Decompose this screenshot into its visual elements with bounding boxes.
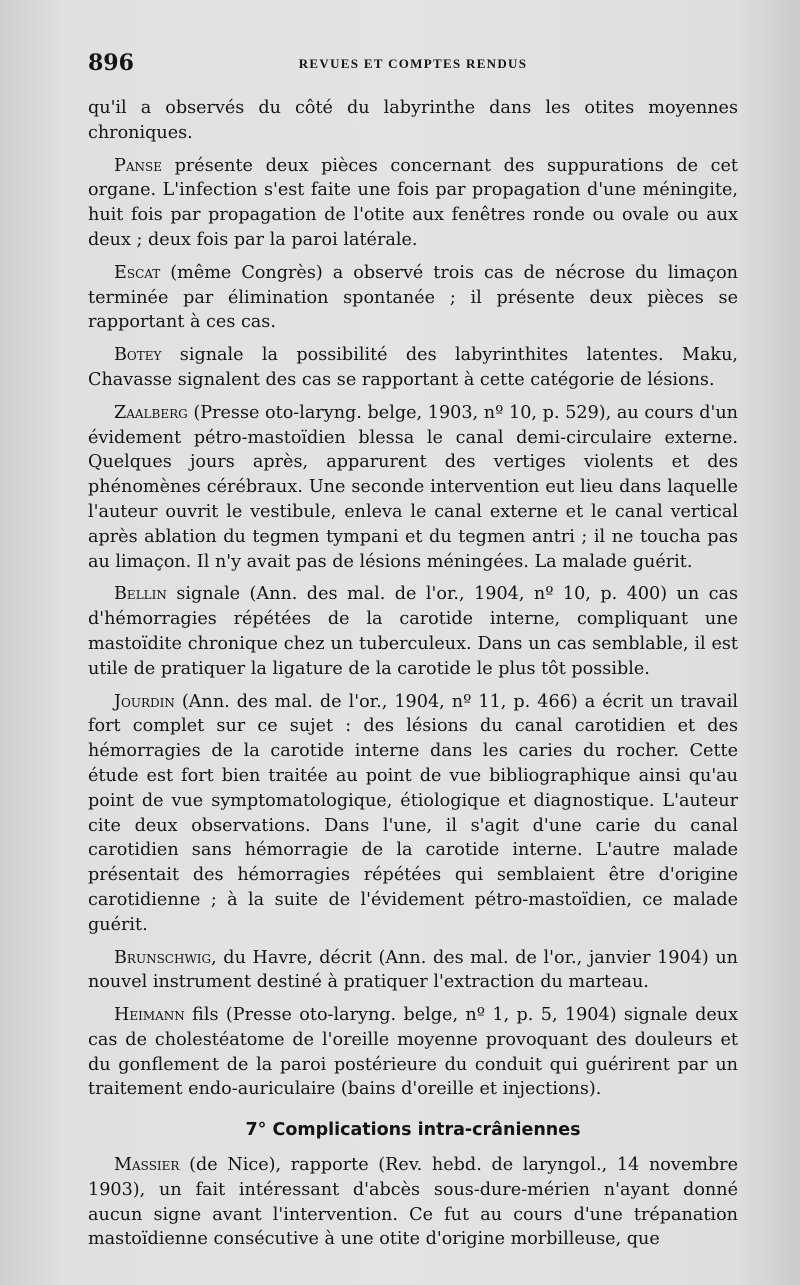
- paragraph-text: (de Nice), rapporte (Rev. hebd. de laryngol., 14 novembre 1903), un fait intéressant d'abcès sous-dure-mérien n'ayant donné aucun signe avant l'intervention. Ce fut au cours d'une trépanation mastoïdienne consécutive à une otite d'origine morbilleuse, que: [88, 1155, 738, 1250]
- author-name: Bellin: [114, 584, 167, 605]
- page-number: 896: [88, 50, 134, 76]
- paragraph: [88, 343, 738, 393]
- author-name: Heimann: [114, 1005, 185, 1026]
- author-name: Brunschwig: [114, 947, 212, 968]
- paragraph: [88, 582, 738, 681]
- paragraph: [88, 1153, 738, 1252]
- author-name: Panse: [114, 155, 162, 176]
- running-head: REVUES ET COMPTES RENDUS: [298, 56, 528, 71]
- paragraph: [88, 96, 738, 146]
- paragraph: [88, 154, 738, 253]
- paragraph: [88, 261, 738, 335]
- body-text: [88, 96, 738, 1260]
- paragraph-text: (Presse oto-laryng. belge, 1903, nº 10, p. 529), au cours d'un évidement pétro-mastoïdien blessa le canal demi-circulaire externe. Quelques jours après, apparurent des vertiges violents et des phénomènes cérébraux. Une seconde intervention eut lieu dans laquelle l'auteur ouvrit le vestibule, enleva le canal externe et le canal vertical après ablation du tegmen tympani et du tegmen antri ; il ne toucha pas au limaçon. Il n'y avait pas de lésions méningées. La malade guérit.: [88, 402, 738, 572]
- author-name: Jourdin: [114, 691, 175, 712]
- paragraph-text: qu'il a observés du côté du labyrinthe dans les otites moyennes chroniques.: [88, 98, 738, 143]
- paragraph-text: présente deux pièces concernant des suppurations de cet organe. L'infection s'est faite une fois par propagation d'une méningite, huit fois par propagation de l'otite aux fenêtres ronde ou ovale ou aux deux ; deux fois par la paroi latérale.: [88, 155, 738, 250]
- paragraph-text: signale la possibilité des labyrinthites latentes. Maku, Chavasse signalent des cas se rapportant à cette catégorie de lésions.: [88, 345, 738, 390]
- paragraph: [88, 1003, 738, 1102]
- page-header: [88, 50, 738, 80]
- paragraph-text: (Ann. des mal. de l'or., 1904, nº 11, p. 466) a écrit un travail fort complet sur ce sujet : des lésions du canal carotidien et des hémorragies de la carotide interne dans les caries du rocher. Cette étude est fort bien traitée au point de vue bibliographique ainsi qu'au point de vue symptomatologique, étiologique et diagnostique. L'auteur cite deux observations. Dans l'une, il s'agit d'une carie du canal carotidien sans hémorragie de la carotide interne. L'autre malade présentait des hémorragies répétées qui semblaient être d'origine carotidienne ; à la suite de l'évidement pétro-mastoïdien, ce malade guérit.: [88, 691, 738, 935]
- paragraph-text: fils (Presse oto-laryng. belge, nº 1, p. 5, 1904) signale deux cas de cholestéatome de l'oreille moyenne provoquant des douleurs et du gonflement de la paroi postérieure du conduit qui guérirent par un traitement endo-auriculaire (bains d'oreille et injections).: [88, 1005, 738, 1100]
- author-name: Botey: [114, 345, 162, 366]
- paragraph: [88, 946, 738, 996]
- paragraph: [88, 401, 738, 575]
- paragraph-text: (même Congrès) a observé trois cas de nécrose du limaçon terminée par élimination spontanée ; il présente deux pièces se rapportant à ces cas.: [88, 262, 738, 333]
- paragraph: [88, 690, 738, 938]
- paragraph-text: signale (Ann. des mal. de l'or., 1904, nº 10, p. 400) un cas d'hémorragies répétées de la carotide interne, compliquant une mastoïdite chronique chez un tuberculeux. Dans un cas semblable, il est utile de pratiquer la ligature de la carotide le plus tôt possible.: [88, 584, 738, 679]
- author-name: Massier: [114, 1155, 180, 1176]
- section-heading: 7° Complications intra-crâniennes: [245, 1120, 581, 1141]
- author-name: Zaalberg: [114, 402, 188, 423]
- author-name: Escat: [114, 262, 161, 283]
- paragraph-text: , du Havre, décrit (Ann. des mal. de l'or., janvier 1904) un nouvel instrument destiné à pratiquer l'extraction du marteau.: [88, 947, 738, 993]
